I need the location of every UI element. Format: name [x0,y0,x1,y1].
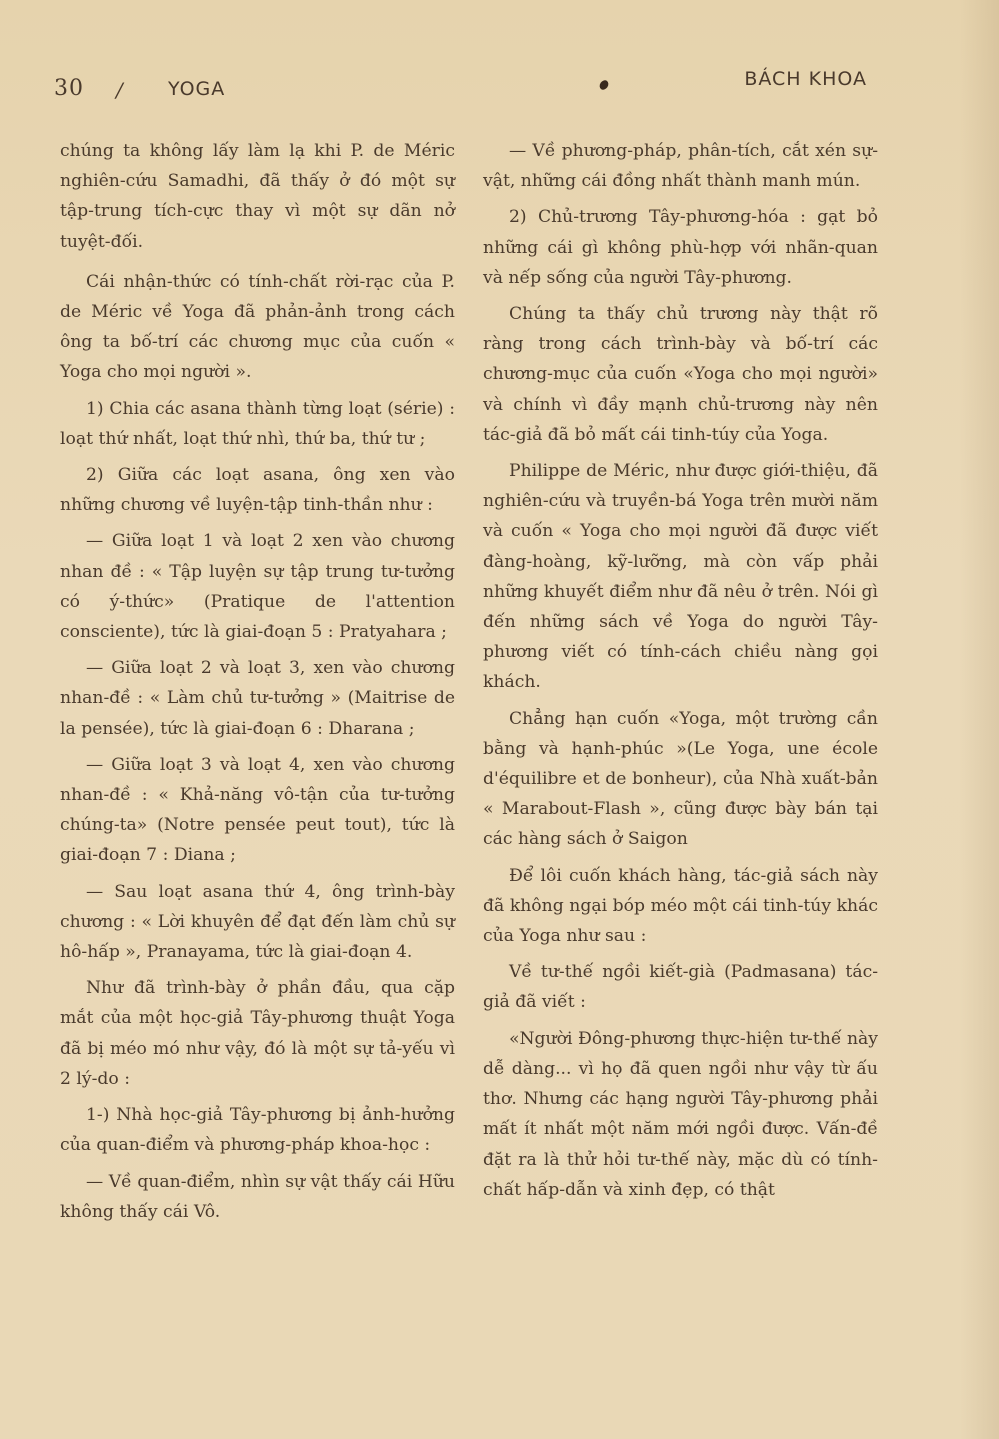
page-edge-shadow [959,0,999,1439]
paragraph: 1) Chia các asana thành từng loạt (série) : loạt thứ nhất, loạt thứ nhì, thứ ba, thứ tư ; [60,398,455,449]
page-header [0,68,999,108]
paragraph: — Về phương-pháp, phân-tích, cắt xén sự-vật, những cái đồng nhất thành manh mún. [483,141,878,192]
magazine-title: BÁCH KHOA [744,68,867,90]
paragraph: — Giữa loạt 3 và loạt 4, xen vào chương nhan-đề : « Khả-năng vô-tận của tư-tưởng chúng-ta» (Notre pensée peut tout), tức là giai-đoạn 7 : Diana ; [60,754,455,866]
section-title: YOGA [168,78,226,100]
paragraph: — Giữa loạt 1 và loạt 2 xen vào chương nhan đề : « Tập luyện sự tập trung tư-tưởng có ý-thức» (Pratique de l'attention consciente), tức là giai-đoạn 5 : Pratyahara ; [60,531,455,643]
paragraph: Philippe de Méric, như được giới-thiệu, đã nghiên-cứu và truyền-bá Yoga trên mười năm và cuốn « Yoga cho mọi người đã được viết đàng-hoàng, kỹ-lưỡng, mà còn vấp phải những khuyết điểm như đã nêu ở trên. Nói gì đến những sách về Yoga do người Tây-phương viết có tính-cách chiều nàng gọi khách. [483,461,878,693]
page-number: 30 [54,76,84,101]
paragraph: Để lôi cuốn khách hàng, tác-giả sách này đã không ngại bóp méo một cái tinh-túy khác của Yoga như sau : [483,865,878,947]
paragraph: Chúng ta thấy chủ trương này thật rõ ràng trong cách trình-bày và bố-trí các chương-mục của cuốn «Yoga cho mọi người» và chính vì đầy mạnh chủ-trương này nên tác-giả đã bỏ mất cái tinh-túy của Yoga. [483,304,878,445]
right-column [483,136,878,1211]
paragraph: Chẳng hạn cuốn «Yoga, một trường cần bằng và hạnh-phúc »(Le Yoga, une école d'équilibre et de bonheur), của Nhà xuất-bản « Marabout-Flash », cũng được bày bán tại các hàng sách ở Saigon [483,708,878,850]
paragraph: chúng ta không lấy làm lạ khi P. de Méric nghiên-cứu Samadhi, đã thấy ở đó một sự tập-trung tích-cực thay vì một sự dãn nở tuyệt-đối. [60,141,455,252]
paragraph: «Người Đông-phương thực-hiện tư-thế này dễ dàng... vì họ đã quen ngồi như vậy từ ấu thơ. Nhưng các hạng người Tây-phương phải mất ít nhất một năm mới ngồi được. Vấn-đề đặt ra là thử hỏi tư-thế này, mặc dù có tính-chất hấp-dẫn và xinh đẹp, có thật [483,1028,878,1200]
left-column [60,136,455,1233]
paragraph: — Về quan-điểm, nhìn sự vật thấy cái Hữu không thấy cái Vô. [60,1171,455,1222]
paragraph: — Sau loạt asana thứ 4, ông trình-bày chương : « Lời khuyên để đạt đến làm chủ sự hô-hấp », Pranayama, tức là giai-đoạn 4. [60,881,455,963]
paragraph: Như đã trình-bày ở phần đầu, qua cặp mắt của một học-giả Tây-phương thuật Yoga đã bị méo mó như vậy, đó là một sự tả-yếu vì 2 lý-do : [60,978,455,1089]
paragraph: 2) Chủ-trương Tây-phương-hóa : gạt bỏ những cái gì không phù-hợp với nhãn-quan và nếp sống của người Tây-phương. [483,207,878,288]
paragraph: 2) Giữa các loạt asana, ông xen vào những chương về luyện-tập tinh-thần như : [60,465,455,516]
paragraph: — Giữa loạt 2 và loạt 3, xen vào chương nhan-đề : « Làm chủ tư-tưởng » (Maitrise de la pensée), tức là giai-đoạn 6 : Dharana ; [60,658,455,739]
paragraph: Về tư-thế ngồi kiết-già (Padmasana) tác-giả đã viết : [483,962,878,1013]
header-separator: / [116,78,123,102]
paragraph: 1-) Nhà học-giả Tây-phương bị ảnh-hưởng của quan-điểm và phương-pháp khoa-học : [60,1105,455,1156]
paragraph: Cái nhận-thức có tính-chất rời-rạc của P. de Méric về Yoga đã phản-ảnh trong cách ông ta bố-trí các chương mục của cuốn « Yoga cho mọi người ». [60,271,455,383]
